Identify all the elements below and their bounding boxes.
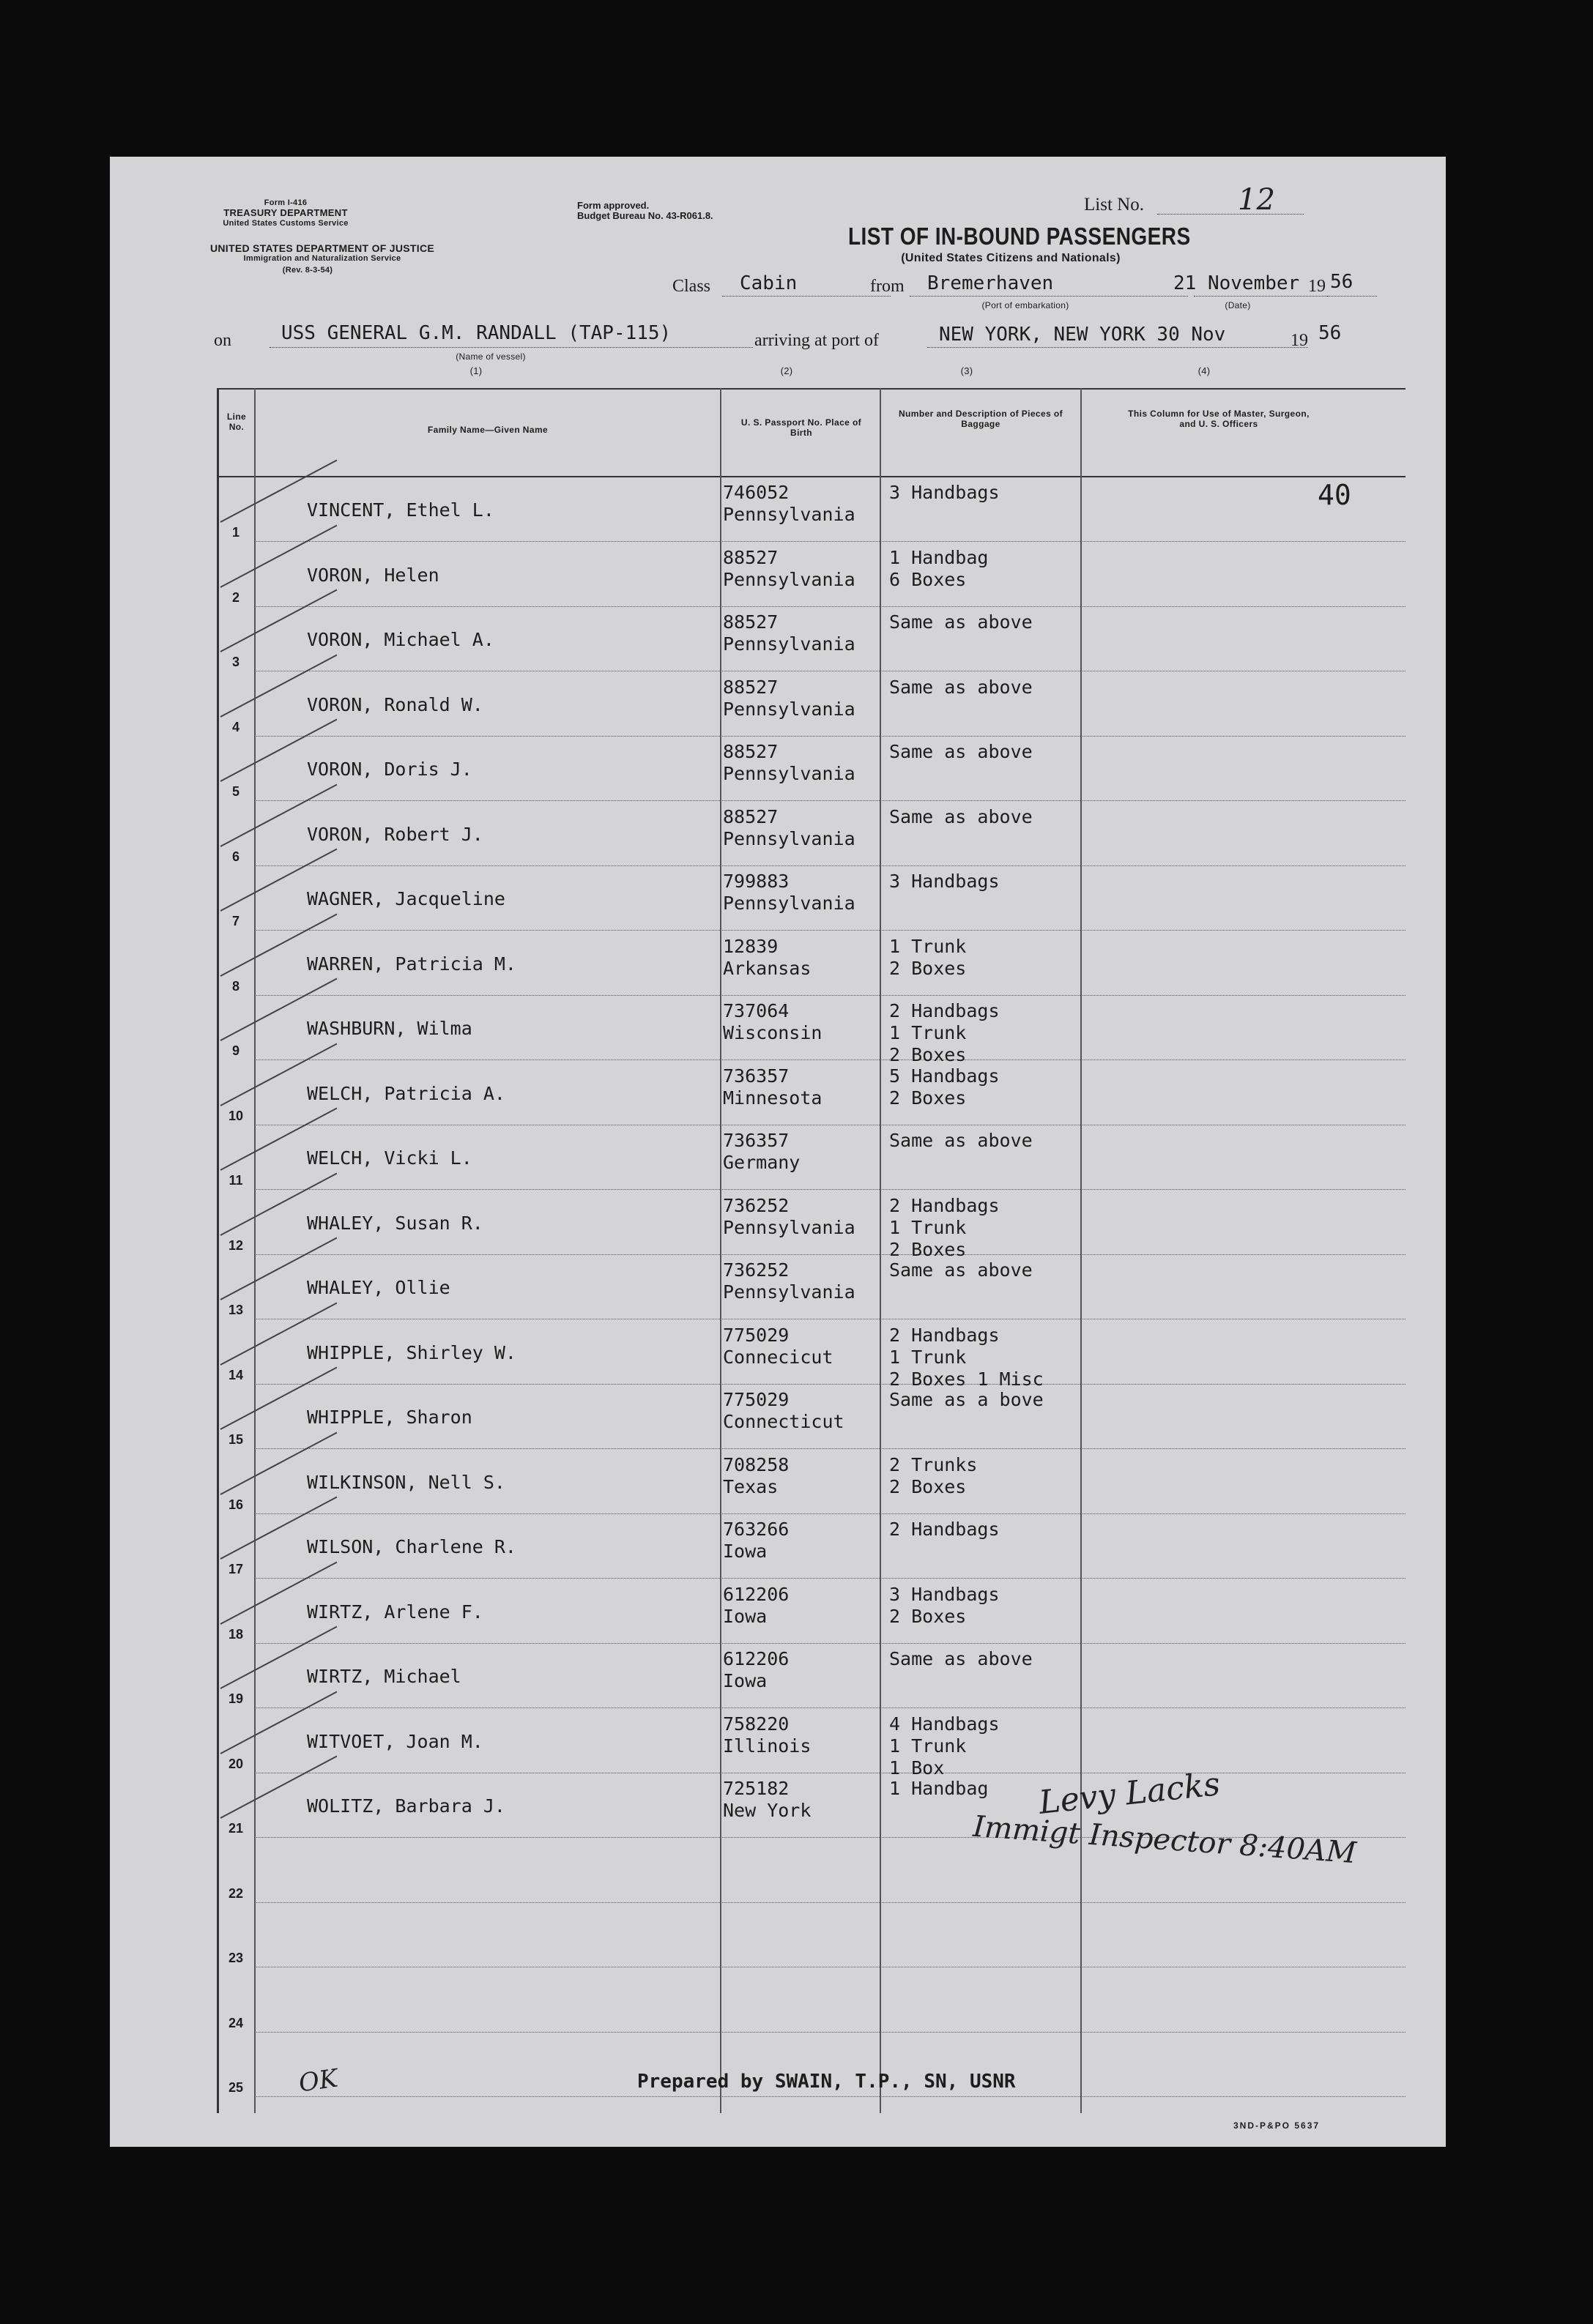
col-num-2: (2) xyxy=(780,365,793,376)
passenger-name: VINCENT, Ethel L. xyxy=(307,499,494,521)
passport-number: 88527 xyxy=(723,546,779,568)
baggage-line-2: 1 Trunk xyxy=(889,1216,967,1238)
form-approved: Form approved. xyxy=(577,200,650,211)
row-number: 4 xyxy=(231,719,239,734)
table-row xyxy=(219,672,1406,737)
place-of-birth: Illinois xyxy=(723,1735,812,1757)
baggage-line-1: 2 Handbags xyxy=(889,1000,1000,1021)
on-label: on xyxy=(214,331,231,350)
table-row xyxy=(219,1903,1406,1967)
table-row xyxy=(219,607,1406,671)
year-prefix-arrival: 19 xyxy=(1291,331,1308,350)
baggage-line-1: 5 Handbags xyxy=(889,1065,1000,1087)
baggage-line-1: 1 Handbag xyxy=(889,546,989,568)
passport-number: 775029 xyxy=(723,1389,790,1410)
place-of-birth: Germany xyxy=(723,1152,801,1173)
from-label: from xyxy=(870,277,905,296)
baggage-line-2: Same as above xyxy=(889,805,1033,827)
table-row xyxy=(219,1191,1406,1260)
list-no-label: List No. xyxy=(1084,195,1144,215)
row-number: 7 xyxy=(231,914,239,928)
passenger-name: VORON, Robert J. xyxy=(307,823,483,845)
table-row xyxy=(219,1709,1406,1779)
baggage-line-1: 2 Trunks xyxy=(889,1453,978,1475)
passport-birth xyxy=(723,1454,789,1498)
revision: (Rev. 8-3-54) xyxy=(282,266,333,275)
page-title: LIST OF IN-BOUND PASSENGERS xyxy=(848,223,1191,250)
table-row xyxy=(219,1644,1406,1708)
passport-number: 725182 xyxy=(723,1778,790,1799)
passenger-name: VORON, Helen xyxy=(307,564,439,586)
row-number: 12 xyxy=(228,1237,244,1253)
place-of-birth: Iowa xyxy=(723,1605,768,1627)
table-row xyxy=(219,1255,1406,1319)
passport-birth xyxy=(723,1195,855,1239)
baggage-description xyxy=(889,806,1033,828)
baggage-line-3: 1 Box xyxy=(889,1757,945,1779)
passport-birth xyxy=(723,871,855,915)
baggage-line-2: Same as above xyxy=(889,676,1033,698)
row-number: 19 xyxy=(228,1691,244,1706)
passport-number: 737064 xyxy=(723,1000,790,1021)
row-number: 10 xyxy=(228,1108,244,1123)
ok-mark: OK xyxy=(297,2063,340,2098)
baggage-line-2: 2 Boxes xyxy=(889,1087,967,1109)
baggage-description xyxy=(889,547,988,591)
baggage-description xyxy=(889,1648,1033,1670)
year-prefix-embark: 19 xyxy=(1308,277,1326,296)
row-number: 1 xyxy=(231,525,239,540)
header-baggage: Number and Description of Pieces of Baggage xyxy=(898,409,1063,429)
baggage-line-1: 3 Handbags xyxy=(889,1583,1000,1605)
place-of-birth: Pennsylvania xyxy=(723,827,855,849)
baggage-line-3: 2 Boxes xyxy=(889,1238,967,1260)
passport-number: 746052 xyxy=(723,482,790,503)
row-number: 2 xyxy=(231,589,239,605)
passenger-name: WHALEY, Susan R. xyxy=(307,1212,483,1234)
table-row xyxy=(219,1514,1406,1579)
baggage-description xyxy=(889,871,1000,893)
baggage-line-1: 1 Handbag xyxy=(889,1778,989,1799)
baggage-line-1: 3 Handbags xyxy=(889,482,1000,503)
passenger-name: WHALEY, Ollie xyxy=(307,1277,450,1298)
baggage-line-3: 2 Boxes xyxy=(889,1044,967,1065)
port-arrival: NEW YORK, NEW YORK 30 Nov xyxy=(939,324,1226,346)
baggage-description xyxy=(889,1519,1000,1541)
baggage-description xyxy=(889,677,1033,699)
baggage-line-2: 2 Boxes xyxy=(889,957,967,979)
passenger-name: WHIPPLE, Sharon xyxy=(307,1407,472,1428)
header-officers: This Column for Use of Master, Surgeon, and U. S. Officers xyxy=(1128,409,1310,429)
baggage-description xyxy=(889,1778,988,1800)
col-num-4: (4) xyxy=(1197,365,1211,376)
table-row xyxy=(219,543,1406,607)
baggage-description xyxy=(889,1325,1044,1390)
passenger-name: WIRTZ, Arlene F. xyxy=(307,1601,483,1623)
baggage-description xyxy=(889,1389,1044,1411)
passport-birth xyxy=(723,1778,811,1822)
passport-birth xyxy=(723,806,855,850)
year-arrival: 56 xyxy=(1318,322,1342,344)
baggage-line-2: 1 Trunk xyxy=(889,1022,967,1043)
class-value: Cabin xyxy=(740,272,798,294)
baggage-line-2: 6 Boxes xyxy=(889,568,967,590)
passport-birth xyxy=(723,1519,789,1563)
baggage-line-1: 4 Handbags xyxy=(889,1713,1000,1735)
row-number: 17 xyxy=(228,1562,244,1576)
passport-birth xyxy=(723,677,855,720)
row-number: 5 xyxy=(231,784,239,799)
passenger-name: WHIPPLE, Shirley W. xyxy=(307,1341,516,1363)
passport-birth xyxy=(723,1584,789,1628)
baggage-line-1: 2 Handbags xyxy=(889,1519,1000,1540)
row-number: 15 xyxy=(228,1432,244,1447)
passport-number: 88527 xyxy=(723,611,779,633)
passport-number: 12839 xyxy=(723,935,779,957)
place-of-birth: Pennsylvania xyxy=(723,1281,855,1303)
ins-service: Immigration and Naturalization Service xyxy=(243,254,401,263)
table-row xyxy=(219,1450,1406,1514)
baggage-line-2: Same as above xyxy=(889,1130,1033,1151)
passport-number: 88527 xyxy=(723,741,779,762)
baggage-description xyxy=(889,1130,1033,1152)
place-of-birth: Minnesota xyxy=(723,1087,823,1109)
baggage-line-2: 2 Boxes xyxy=(889,1605,967,1627)
page-subtitle: (United States Citizens and Nationals) xyxy=(901,252,1121,264)
row-number: 13 xyxy=(228,1303,244,1317)
inspector-title: Immigt Inspector 8:40AM xyxy=(972,1809,1358,1871)
passport-number: 758220 xyxy=(723,1713,790,1735)
passenger-name: WAGNER, Jacqueline xyxy=(307,888,505,909)
baggage-line-1: 1 Trunk xyxy=(889,935,967,957)
place-of-birth: Iowa xyxy=(723,1670,768,1691)
vessel-name: USS GENERAL G.M. RANDALL (TAP-115) xyxy=(281,322,672,344)
baggage-line-2: 2 Boxes xyxy=(889,1475,967,1497)
baggage-line-2: 1 Trunk xyxy=(889,1735,967,1757)
place-of-birth: Iowa xyxy=(723,1541,768,1562)
inspector-signature: Levy Lacks xyxy=(1037,1765,1222,1822)
baggage-line-2: Same as above xyxy=(889,1648,1033,1669)
baggage-description xyxy=(889,741,1033,763)
passport-number: 736252 xyxy=(723,1194,790,1216)
passport-birth xyxy=(723,1713,811,1757)
treasury-dept: TREASURY DEPARTMENT xyxy=(223,207,348,218)
row-number: 25 xyxy=(228,2080,244,2095)
passport-number: 708258 xyxy=(723,1453,790,1475)
passenger-name: VORON, Doris J. xyxy=(307,759,472,780)
row-number: 21 xyxy=(228,1821,244,1836)
place-of-birth: Wisconsin xyxy=(723,1022,823,1043)
baggage-description xyxy=(889,1584,1000,1628)
baggage-description xyxy=(889,1065,1000,1109)
passport-number: 736252 xyxy=(723,1259,790,1281)
passenger-name: WILSON, Charlene R. xyxy=(307,1536,516,1557)
row-number: 24 xyxy=(228,2015,244,2030)
table-row xyxy=(219,802,1406,866)
table-row xyxy=(219,737,1406,801)
baggage-description xyxy=(889,1195,1000,1261)
passport-birth xyxy=(723,547,855,591)
passenger-name: WIRTZ, Michael xyxy=(307,1666,461,1687)
table-row xyxy=(219,996,1406,1065)
baggage-description xyxy=(889,1454,977,1498)
passenger-name: WARREN, Patricia M. xyxy=(307,953,516,975)
place-of-birth: Pennsylvania xyxy=(723,1216,855,1238)
baggage-line-2: Same as above xyxy=(889,611,1033,633)
passport-number: 736357 xyxy=(723,1130,790,1151)
baggage-line-1: 2 Handbags xyxy=(889,1194,1000,1216)
vessel-caption: (Name of vessel) xyxy=(456,351,526,362)
header-name: Family Name—Given Name xyxy=(427,425,549,435)
budget-bureau: Budget Bureau No. 43-R061.8. xyxy=(577,210,713,221)
baggage-description xyxy=(889,1000,1000,1066)
year-embark: 56 xyxy=(1330,271,1354,293)
date-embarkation: 21 November xyxy=(1173,272,1300,294)
row-number: 3 xyxy=(231,655,239,669)
passport-birth xyxy=(723,936,811,980)
passport-birth xyxy=(723,1325,833,1368)
row-number: 8 xyxy=(231,978,239,994)
passenger-name: WITVOET, Joan M. xyxy=(307,1730,483,1752)
baggage-description xyxy=(889,1713,1000,1779)
place-of-birth: Texas xyxy=(723,1475,779,1497)
place-of-birth: Pennsylvania xyxy=(723,568,855,590)
place-of-birth: Connecicut xyxy=(723,1346,833,1368)
baggage-description xyxy=(889,1259,1033,1281)
passport-birth xyxy=(723,741,855,785)
passport-birth xyxy=(723,1389,844,1433)
passport-birth xyxy=(723,611,855,655)
row-number: 11 xyxy=(229,1173,243,1188)
baggage-line-2: Same as above xyxy=(889,1259,1033,1281)
passport-birth xyxy=(723,482,855,526)
list-no-value: 12 xyxy=(1238,183,1275,217)
col-num-1: (1) xyxy=(469,365,483,376)
place-of-birth: Pennsylvania xyxy=(723,763,855,784)
passenger-name: VORON, Ronald W. xyxy=(307,693,483,715)
passport-birth xyxy=(723,1065,822,1109)
prepared-by: Prepared by SWAIN, T.P., SN, USNR xyxy=(637,2071,1016,2093)
officer-note-40: 40 xyxy=(1318,479,1351,511)
row-number: 14 xyxy=(228,1367,244,1382)
table-row xyxy=(219,1061,1406,1125)
passport-number: 763266 xyxy=(723,1519,790,1540)
row-number: 23 xyxy=(228,1951,244,1965)
row-number: 22 xyxy=(228,1885,244,1901)
header-passport: U. S. Passport No. Place of Birth xyxy=(740,417,862,438)
passport-number: 612206 xyxy=(723,1648,790,1669)
customs-service: United States Customs Service xyxy=(223,219,349,228)
arriving-label: arriving at port of xyxy=(754,331,879,350)
passport-number: 88527 xyxy=(723,676,779,698)
place-of-birth: Pennsylvania xyxy=(723,698,855,720)
baggage-line-2: 1 Trunk xyxy=(889,1346,967,1368)
place-of-birth: Pennsylvania xyxy=(723,633,855,655)
baggage-line-1: 2 Handbags xyxy=(889,1324,1000,1346)
port-embark-caption: (Port of embarkation) xyxy=(981,300,1069,310)
class-label: Class xyxy=(672,277,711,296)
baggage-line-1: 3 Handbags xyxy=(889,871,1000,892)
table-row xyxy=(219,477,1406,542)
row-number: 20 xyxy=(228,1756,244,1771)
row-number: 6 xyxy=(231,849,239,864)
baggage-line-2: Same as above xyxy=(889,741,1033,762)
passport-number: 612206 xyxy=(723,1583,790,1605)
port-embarkation: Bremerhaven xyxy=(927,272,1054,294)
baggage-description xyxy=(889,936,966,980)
baggage-line-2: Same as a bove xyxy=(889,1389,1044,1410)
passport-number: 799883 xyxy=(723,871,790,892)
place-of-birth: Pennsylvania xyxy=(723,504,855,525)
row-number: 16 xyxy=(228,1497,244,1512)
baggage-description xyxy=(889,482,1000,504)
date-caption: (Date) xyxy=(1225,300,1251,310)
passenger-name: VORON, Michael A. xyxy=(307,629,494,650)
place-of-birth: Pennsylvania xyxy=(723,893,855,914)
justice-dept: UNITED STATES DEPARTMENT OF JUSTICE xyxy=(209,242,435,254)
print-code: 3ND-P&PO 5637 xyxy=(1233,2120,1321,2131)
passenger-name: WASHBURN, Wilma xyxy=(307,1018,472,1039)
header-line-no: Line No. xyxy=(226,411,247,432)
passport-birth xyxy=(723,1648,789,1692)
table-row xyxy=(219,1125,1406,1190)
row-number: 18 xyxy=(228,1626,244,1642)
table-row xyxy=(219,1320,1406,1390)
baggage-description xyxy=(889,611,1033,633)
passenger-name: WOLITZ, Barbara J. xyxy=(307,1795,505,1817)
table-row xyxy=(219,931,1406,996)
table-row xyxy=(219,1385,1406,1449)
place-of-birth: New York xyxy=(723,1800,812,1821)
form-number: Form I-416 xyxy=(264,198,308,207)
passport-birth xyxy=(723,1259,855,1303)
passenger-name: WILKINSON, Nell S. xyxy=(307,1471,505,1493)
col-num-3: (3) xyxy=(960,365,973,376)
passenger-name: WELCH, Vicki L. xyxy=(307,1147,472,1169)
place-of-birth: Arkansas xyxy=(723,957,812,979)
passport-number: 736357 xyxy=(723,1065,790,1087)
passport-birth xyxy=(723,1130,800,1174)
passenger-name: WELCH, Patricia A. xyxy=(307,1082,505,1104)
place-of-birth: Connecticut xyxy=(723,1411,844,1432)
baggage-line-3: 2 Boxes 1 Misc xyxy=(889,1368,1044,1390)
passport-birth xyxy=(723,1000,822,1044)
table-row xyxy=(219,866,1406,931)
passport-number: 88527 xyxy=(723,805,779,827)
passenger-manifest-page xyxy=(110,157,1446,2147)
passport-number: 775029 xyxy=(723,1324,790,1346)
table-row xyxy=(219,1579,1406,1644)
row-number: 9 xyxy=(231,1043,239,1058)
table-row xyxy=(219,1968,1406,2033)
